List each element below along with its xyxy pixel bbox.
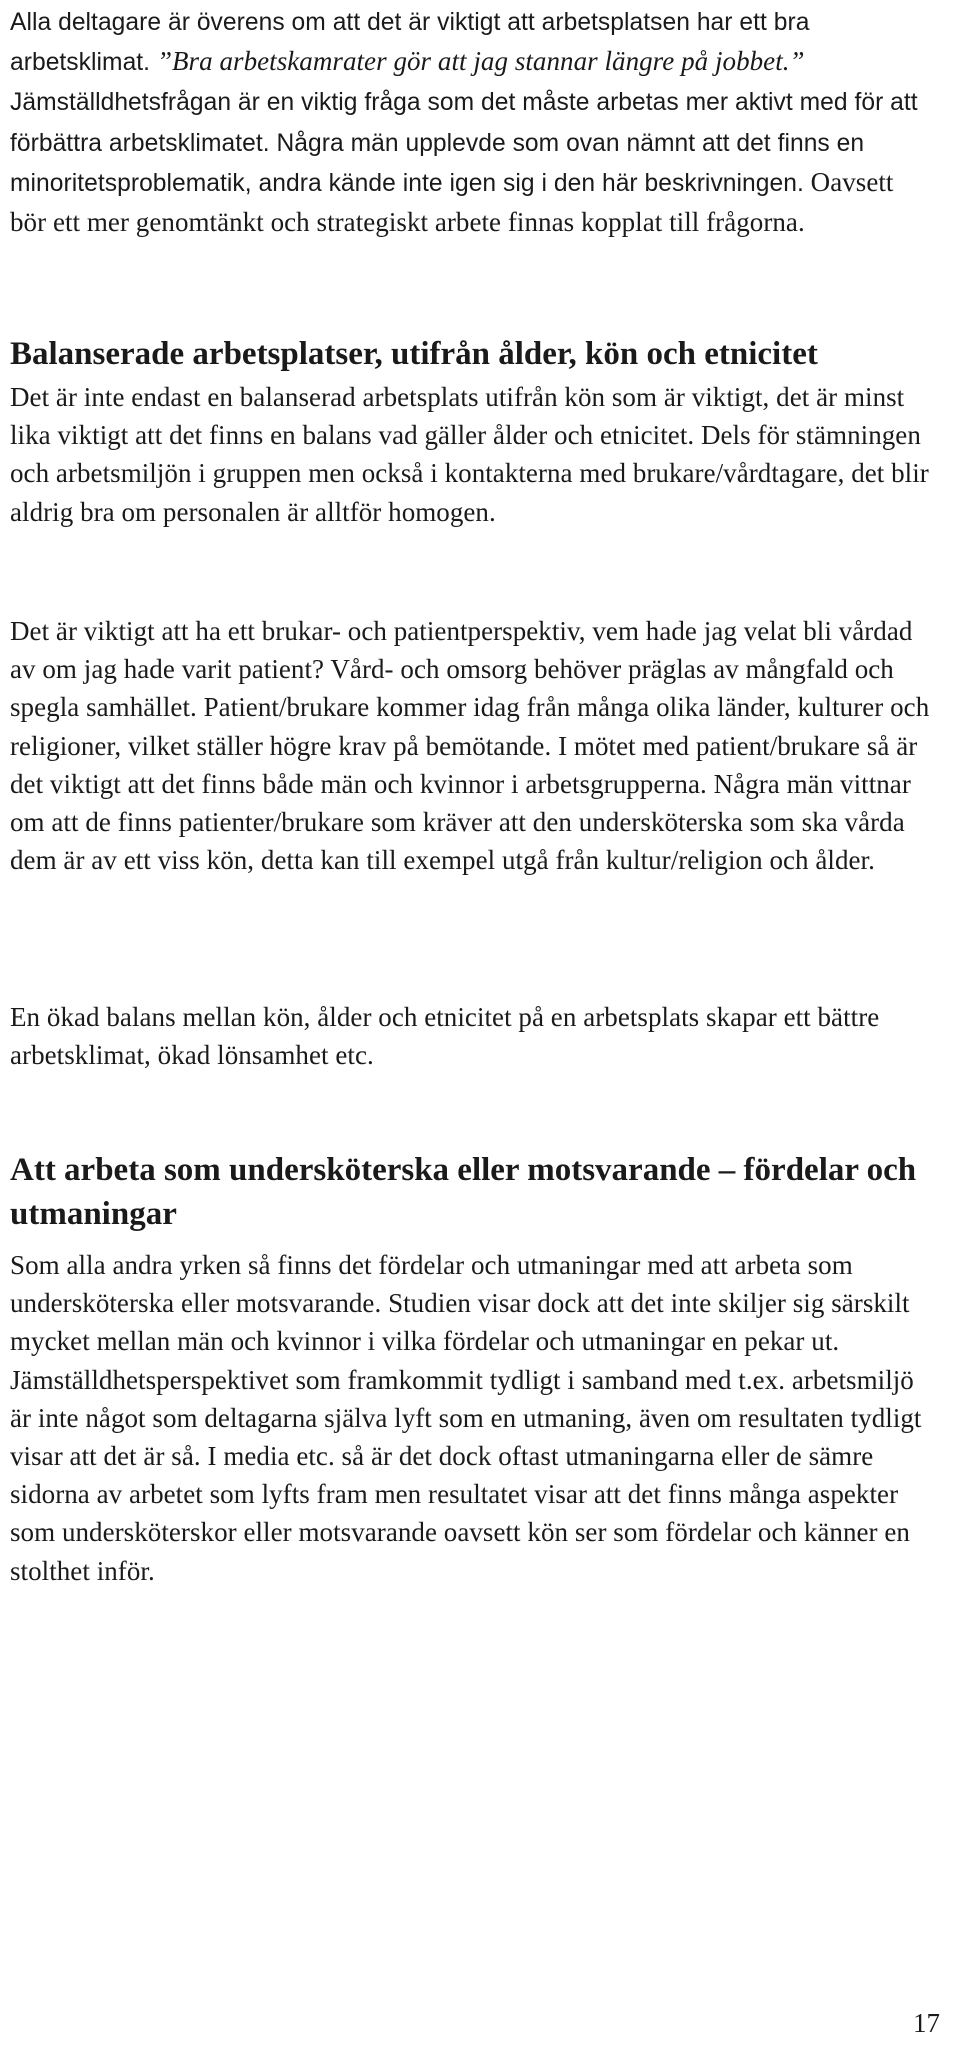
section1-paragraph-3: En ökad balans mellan kön, ålder och etnicitet på en arbetsplats skapar ett bättre arbetsklimat, ökad lönsamhet etc. xyxy=(10,1002,880,1071)
intro-text-c: Oavsett bör ett mer genomtänkt och strategiskt arbete finnas kopplat till frågorna. xyxy=(10,166,894,238)
section-heading-balanced-workplaces: Balanserade arbetsplatser, utifrån ålder, kön och etnicitet xyxy=(10,336,818,372)
section2-paragraph-1: Som alla andra yrken så finns det fördelar och utmaningar med att arbeta som undersköterska eller motsvarande. Studien visar dock att det inte skiljer sig särskilt mycket mellan män och kvinnor i vilka fördelar och utmaningar en pekar ut. Jämställdhetsperspektivet som framkommit tydligt i samband med t.ex. arbetsmiljö är inte något som deltagarna själva lyft som en utmaning, även om resultaten tydligt visar att det är så. I media etc. så är det dock oftast utmaningarna eller de sämre sidorna av arbetet som lyfts fram men resultatet visar att det finns många aspekter som undersköterskor eller motsvarande oavsett kön ser som fördelar och känner en stolthet inför. xyxy=(10,1250,922,1586)
page-number: 17 xyxy=(913,2008,940,2038)
intro-paragraph xyxy=(10,2,930,241)
intro-quote: ”Bra arbetskamrater gör att jag stannar längre på jobbet.” xyxy=(156,46,805,77)
section1-paragraph-2: Det är viktigt att ha ett brukar- och patientperspektiv, vem hade jag velat bli vårdad av om jag hade varit patient? Vård- och omsorg behöver präglas av mångfald och spegla samhället. Patient/brukare kommer idag från många olika länder, kulturer och religioner, vilket ställer högre krav på bemötande. I mötet med patient/brukare så är det viktigt att det finns både män och kvinnor i arbetsgrupperna. Några män vittnar om att de finns patienter/brukare som kräver att den undersköterska som ska vårda dem är av ett viss kön, detta kan till exempel utgå från kultur/religion och ålder. xyxy=(10,616,930,876)
section-heading-working-as-nurse-assistant: Att arbeta som undersköterska eller motsvarande – fördelar och utmaningar xyxy=(10,1152,917,1232)
intro-text-b: Jämställdhetsfrågan är en viktig fråga som det måste arbetas mer aktivt med för att förbättra arbetsklimatet. Några män upplevde som ovan nämnt att det finns en minoritetsproblematik, andra kände inte igen sig i den här beskrivningen. xyxy=(10,89,918,197)
section1-paragraph-1: Det är inte endast en balanserad arbetsplats utifrån kön som är viktigt, det är minst lika viktigt att det finns en balans vad gäller ålder och etnicitet. Dels för stämningen och arbetsmiljön i gruppen men också i kontakterna med brukare/vårdtagare, det blir aldrig bra om personalen är alltför homogen. xyxy=(10,382,929,527)
intro-text-a: Alla deltagare är överens om att det är viktigt att arbetsplatsen har ett bra arbetsklimat. xyxy=(10,9,810,77)
